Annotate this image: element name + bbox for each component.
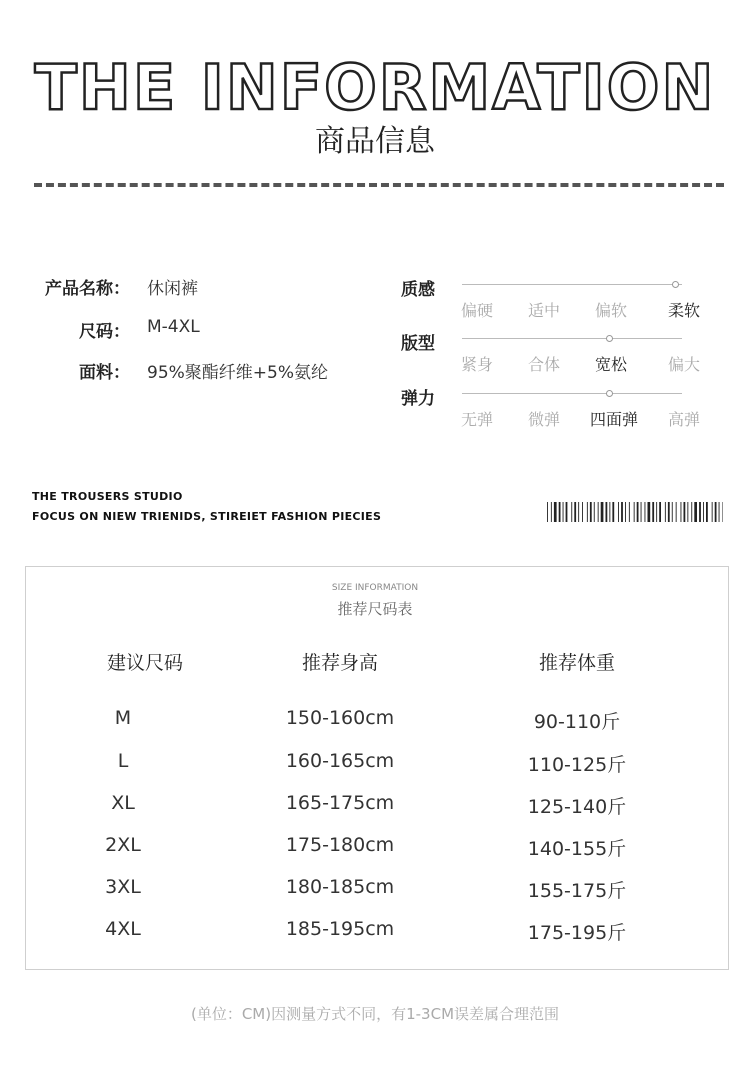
scale-option: 微弹 [527, 410, 560, 429]
barcode-icon [547, 502, 723, 522]
cell-height: 185-195cm [285, 918, 395, 940]
cell-size: L [117, 750, 129, 772]
spec-label-name: 产品名称： [45, 279, 130, 299]
studio-name: THE TROUSERS STUDIO [32, 490, 183, 503]
cell-weight: 140-155斤 [527, 838, 627, 860]
cell-size: 3XL [105, 876, 141, 898]
scale-label-texture: 质感 [401, 280, 435, 300]
cell-size: M [114, 707, 132, 729]
scale-option-selected: 宽松 [594, 355, 627, 374]
title-en: THE INFORMATION [34, 51, 716, 124]
spec-value-name: 休闲裤 [147, 279, 198, 299]
cell-size: 2XL [105, 834, 141, 856]
cell-height: 180-185cm [285, 876, 395, 898]
size-table-title-en: SIZE INFORMATION [331, 583, 419, 593]
scale-option: 合体 [527, 355, 560, 374]
scale-line-texture [462, 284, 682, 285]
spec-label-fabric: 面料： [79, 363, 130, 383]
scale-option: 偏大 [667, 355, 700, 374]
size-table-title-cn: 推荐尺码表 [337, 600, 413, 618]
spec-label-size: 尺码： [79, 322, 130, 342]
cell-size: XL [111, 792, 135, 814]
scale-option-selected: 四面弹 [589, 410, 638, 429]
scale-marker-texture [672, 281, 679, 288]
scale-line-elasticity [462, 393, 682, 394]
spec-value-fabric: 95%聚酯纤维+5%氨纶 [147, 363, 328, 383]
scale-label-elasticity: 弹力 [401, 389, 435, 409]
scale-marker-fit [606, 335, 613, 342]
scale-option: 偏软 [594, 301, 627, 320]
scale-line-fit [462, 338, 682, 339]
cell-weight: 125-140斤 [527, 796, 627, 818]
cell-weight: 90-110斤 [533, 711, 621, 733]
table-header-size: 建议尺码 [106, 652, 183, 674]
scale-option-selected: 柔软 [667, 301, 700, 320]
cell-height: 150-160cm [285, 707, 395, 729]
scale-option: 适中 [527, 301, 560, 320]
scale-option: 紧身 [460, 355, 493, 374]
title-cn: 商品信息 [315, 124, 435, 159]
scale-option: 偏硬 [460, 301, 493, 320]
dashed-divider [34, 183, 724, 187]
cell-weight: 175-195斤 [527, 922, 627, 944]
spec-value-size: M-4XL [147, 317, 200, 337]
cell-weight: 155-175斤 [527, 880, 627, 902]
scale-marker-elasticity [606, 390, 613, 397]
studio-tagline: FOCUS ON NIEW TRIENIDS, STIREIET FASHION PIECIES [32, 510, 382, 523]
cell-weight: 110-125斤 [527, 754, 627, 776]
table-header-height: 推荐身高 [301, 652, 378, 674]
cell-size: 4XL [105, 918, 141, 940]
cell-height: 175-180cm [285, 834, 395, 856]
table-header-weight: 推荐体重 [538, 652, 615, 674]
scale-label-fit: 版型 [401, 334, 435, 354]
footnote: (单位：CM)因测量方式不同，有1-3CM误差属合理范围 [190, 1005, 560, 1023]
cell-height: 160-165cm [285, 750, 395, 772]
scale-option: 无弹 [460, 410, 493, 429]
scale-option: 高弹 [667, 410, 700, 429]
cell-height: 165-175cm [285, 792, 395, 814]
